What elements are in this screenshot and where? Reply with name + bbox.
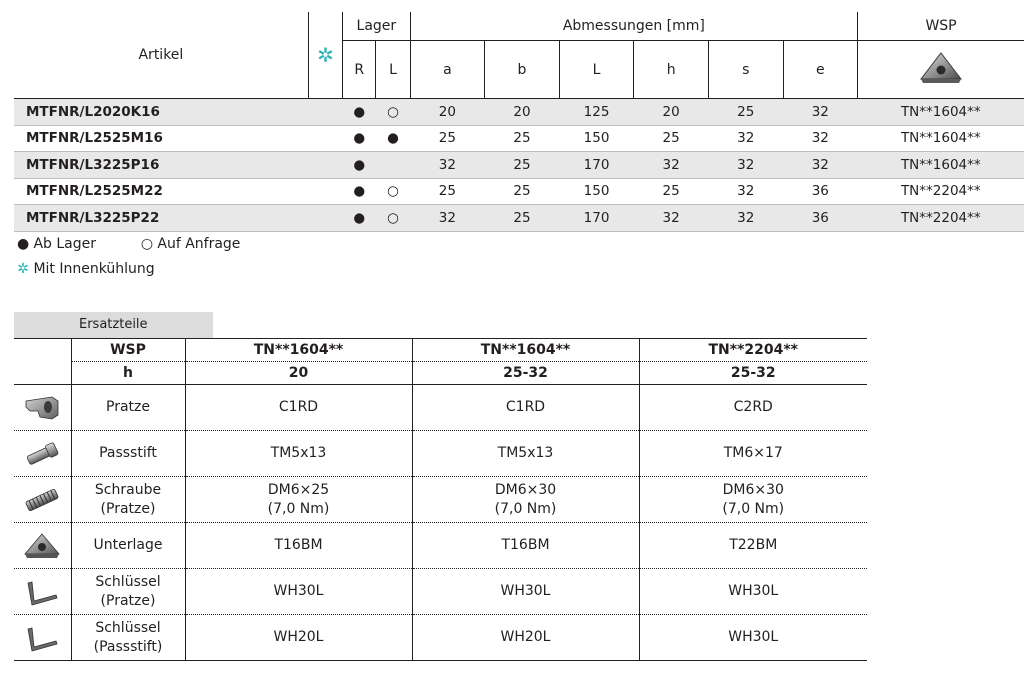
key-icon <box>14 615 71 661</box>
part-name: Pratze <box>106 399 150 415</box>
stock-r: ● <box>343 99 376 126</box>
dim-e: 32 <box>783 152 858 179</box>
part-value: C1RD <box>505 399 546 415</box>
dim-s: 32 <box>708 152 783 179</box>
dim-a: 25 <box>410 178 485 205</box>
part-value: WH30L <box>728 629 779 645</box>
header-wsp: WSP <box>858 12 1024 41</box>
h-col-3: 25-32 <box>639 362 867 385</box>
dim-L: 125 <box>559 99 634 126</box>
dim-a: 32 <box>410 152 485 179</box>
dim-e: 32 <box>783 99 858 126</box>
header-dim-h: h <box>634 41 709 99</box>
h-label: h <box>71 362 185 385</box>
part-value: C1RD <box>278 399 319 415</box>
dim-h: 32 <box>634 152 709 179</box>
stock-r: ● <box>343 205 376 232</box>
wsp-code: TN**2204** <box>858 205 1024 232</box>
dim-h: 20 <box>634 99 709 126</box>
part-value: DM6×30 <box>722 481 784 498</box>
table-row <box>14 152 1024 179</box>
stock-l: ○ <box>376 205 410 232</box>
header-dim-s: s <box>708 41 783 99</box>
part-value: DM6×25 <box>267 481 330 498</box>
table-row <box>14 385 867 431</box>
dim-a: 20 <box>410 99 485 126</box>
part-value: T22BM <box>729 537 778 553</box>
h-col-1: 20 <box>185 362 412 385</box>
insert-icon <box>858 41 1024 99</box>
part-torque: (7,0 Nm) <box>722 500 785 517</box>
legend-cooling <box>17 261 155 277</box>
header-dim-L: L <box>559 41 634 99</box>
part-value: WH20L <box>500 629 551 645</box>
article-code: MTFNR/L2525M22 <box>14 178 308 205</box>
cooling-icon: ✲ <box>308 12 342 99</box>
table-row <box>14 615 867 661</box>
stock-l <box>376 152 410 179</box>
part-name-sub: (Passstift) <box>93 638 163 655</box>
table-row <box>14 178 1024 205</box>
dim-b: 25 <box>485 125 560 152</box>
part-name-sub: (Pratze) <box>100 500 156 517</box>
dim-a: 25 <box>410 125 485 152</box>
table-row <box>14 125 1024 152</box>
dim-a: 32 <box>410 205 485 232</box>
stock-l: ● <box>376 125 410 152</box>
table-row <box>14 569 867 615</box>
part-name: Schraube <box>94 481 162 498</box>
header-dim-e: e <box>783 41 858 99</box>
stock-l: ○ <box>376 99 410 126</box>
article-code: MTFNR/L2020K16 <box>14 99 308 126</box>
dim-h: 25 <box>634 178 709 205</box>
stock-r: ● <box>343 178 376 205</box>
article-table <box>14 12 1024 232</box>
header-dim-b: b <box>485 41 560 99</box>
article-code: MTFNR/L3225P22 <box>14 205 308 232</box>
header-lager: Lager <box>343 12 411 41</box>
part-value: TM6×17 <box>723 445 783 461</box>
header-abmessungen: Abmessungen [mm] <box>410 12 857 41</box>
part-value: T16BM <box>501 537 550 553</box>
part-torque: (7,0 Nm) <box>494 500 557 517</box>
article-code: MTFNR/L3225P16 <box>14 152 308 179</box>
wsp-col-3: TN**2204** <box>639 339 867 362</box>
part-value: TM5x13 <box>497 445 554 461</box>
dim-L: 150 <box>559 125 634 152</box>
header-artikel: Artikel <box>14 12 308 99</box>
part-value: TM5x13 <box>270 445 327 461</box>
part-value: WH30L <box>728 583 779 599</box>
part-name: Passstift <box>99 445 157 461</box>
part-name: Unterlage <box>93 537 163 553</box>
dim-s: 32 <box>708 178 783 205</box>
dim-e: 36 <box>783 205 858 232</box>
table-row <box>14 205 1024 232</box>
article-code: MTFNR/L2525M16 <box>14 125 308 152</box>
header-dim-a: a <box>410 41 485 99</box>
wsp-label: WSP <box>71 339 185 362</box>
part-name-sub: (Pratze) <box>100 592 156 609</box>
dim-b: 25 <box>485 152 560 179</box>
part-value: DM6×30 <box>494 481 557 498</box>
wsp-code: TN**1604** <box>858 125 1024 152</box>
wsp-code: TN**2204** <box>858 178 1024 205</box>
screw-icon <box>14 477 71 523</box>
part-value: WH30L <box>273 583 324 599</box>
part-value: WH20L <box>273 629 324 645</box>
table-row <box>14 431 867 477</box>
shim-icon <box>14 523 71 569</box>
cooling-icon: ✲ <box>17 261 29 277</box>
dim-s: 25 <box>708 99 783 126</box>
dim-b: 20 <box>485 99 560 126</box>
wsp-col-2: TN**1604** <box>412 339 639 362</box>
table-row <box>14 523 867 569</box>
dim-h: 32 <box>634 205 709 232</box>
header-r: R <box>343 41 376 99</box>
part-torque: (7,0 Nm) <box>267 500 330 517</box>
part-value: C2RD <box>733 399 773 415</box>
h-col-2: 25-32 <box>412 362 639 385</box>
part-value: WH30L <box>500 583 551 599</box>
on-request-symbol: ○ <box>140 236 154 252</box>
in-stock-label: Ab Lager <box>33 236 97 252</box>
pin-icon <box>14 431 71 477</box>
part-name: Schlüssel <box>95 619 161 636</box>
wsp-col-1: TN**1604** <box>185 339 412 362</box>
clamp-icon <box>14 385 71 431</box>
dim-e: 36 <box>783 178 858 205</box>
header-l: L <box>376 41 410 99</box>
wsp-code: TN**1604** <box>858 99 1024 126</box>
table-row <box>14 99 1024 126</box>
part-name: Schlüssel <box>95 573 161 590</box>
dim-h: 25 <box>634 125 709 152</box>
table-row <box>14 477 867 523</box>
spare-parts-table <box>14 338 867 661</box>
dim-b: 25 <box>485 205 560 232</box>
dim-b: 25 <box>485 178 560 205</box>
stock-r: ● <box>343 125 376 152</box>
dim-s: 32 <box>708 125 783 152</box>
dim-L: 170 <box>559 152 634 179</box>
part-value: T16BM <box>274 537 323 553</box>
on-request-label: Auf Anfrage <box>157 236 241 252</box>
cooling-label: Mit Innenkühlung <box>33 261 155 277</box>
dim-L: 150 <box>559 178 634 205</box>
wsp-code: TN**1604** <box>858 152 1024 179</box>
dim-e: 32 <box>783 125 858 152</box>
legend-stock <box>17 236 240 252</box>
spare-parts-title: Ersatzteile <box>14 312 213 338</box>
in-stock-symbol: ● <box>17 236 30 252</box>
stock-r: ● <box>343 152 376 179</box>
stock-l: ○ <box>376 178 410 205</box>
dim-L: 170 <box>559 205 634 232</box>
dim-s: 32 <box>708 205 783 232</box>
key-icon <box>14 569 71 615</box>
